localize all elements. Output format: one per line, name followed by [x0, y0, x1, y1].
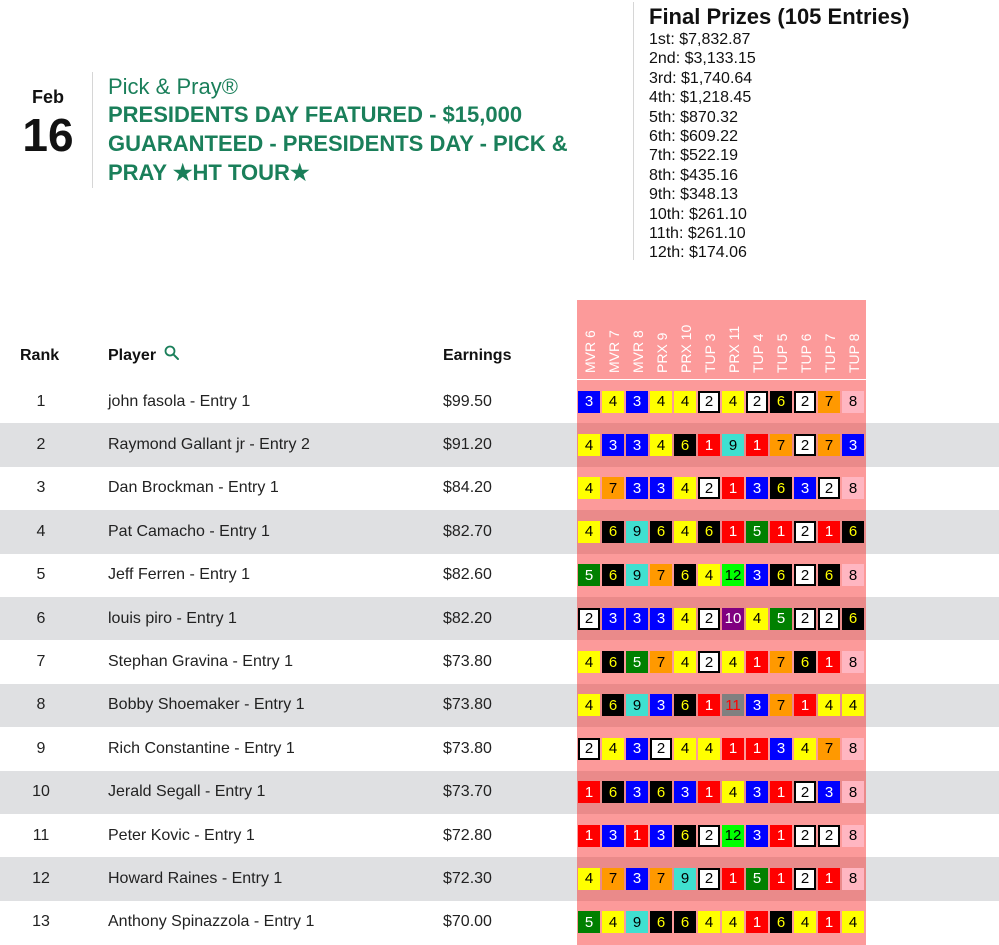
pick-saddle-cloth: 6	[602, 521, 624, 543]
pick-saddle-cloth: 3	[746, 477, 768, 499]
race-header	[650, 303, 674, 373]
player-cell[interactable]: Pat Camacho - Entry 1	[108, 522, 270, 540]
pick-saddle-cloth: 2	[698, 651, 720, 673]
race-header-label: TUP 3	[702, 333, 718, 373]
pick-saddle-cloth: 6	[602, 564, 624, 586]
pick-saddle-cloth: 8	[842, 477, 864, 499]
pick-saddle-cloth: 6	[770, 477, 792, 499]
race-header-label: TUP 6	[798, 333, 814, 373]
prize-item: 6th: $609.22	[649, 128, 738, 146]
table-row[interactable]	[0, 901, 999, 944]
pick-saddle-cloth: 1	[578, 825, 600, 847]
pick-saddle-cloth: 2	[746, 391, 768, 413]
pick-saddle-cloth: 6	[842, 608, 864, 630]
prize-item: 5th: $870.32	[649, 108, 738, 126]
pick-saddle-cloth: 4	[578, 477, 600, 499]
pick-saddle-cloth: 8	[842, 391, 864, 413]
pick-saddle-cloth: 1	[626, 825, 648, 847]
pick-saddle-cloth: 2	[650, 738, 672, 760]
earnings-cell: $73.80	[443, 739, 492, 757]
pick-saddle-cloth: 7	[770, 434, 792, 456]
rank-cell: 8	[36, 696, 46, 714]
pick-saddle-cloth: 7	[650, 564, 672, 586]
pick-saddle-cloth: 3	[626, 434, 648, 456]
pick-saddle-cloth: 4	[722, 781, 744, 803]
picks-group	[578, 380, 864, 423]
pick-saddle-cloth: 2	[698, 608, 720, 630]
prize-item: 12th: $174.06	[649, 244, 747, 262]
prize-item: 8th: $435.16	[649, 166, 738, 184]
pick-saddle-cloth: 5	[578, 911, 600, 933]
player-cell[interactable]: Rich Constantine - Entry 1	[108, 739, 295, 757]
table-row[interactable]	[0, 597, 999, 640]
pick-saddle-cloth: 1	[746, 651, 768, 673]
pick-saddle-cloth: 7	[770, 694, 792, 716]
pick-saddle-cloth: 2	[698, 868, 720, 890]
race-header	[770, 303, 794, 373]
pick-saddle-cloth: 3	[650, 608, 672, 630]
prize-list	[649, 30, 909, 263]
race-header	[626, 303, 650, 373]
race-header-label: TUP 7	[822, 333, 838, 373]
rank-cell: 5	[36, 566, 46, 584]
prize-item: 2nd: $3,133.15	[649, 50, 756, 68]
player-cell[interactable]: Raymond Gallant jr - Entry 2	[108, 436, 310, 454]
pick-saddle-cloth: 2	[698, 825, 720, 847]
pick-saddle-cloth: 2	[794, 608, 816, 630]
pick-saddle-cloth: 1	[698, 781, 720, 803]
pick-saddle-cloth: 6	[602, 694, 624, 716]
table-row[interactable]	[0, 684, 999, 727]
pick-saddle-cloth: 3	[578, 391, 600, 413]
race-headers	[577, 300, 866, 379]
pick-saddle-cloth: 6	[770, 564, 792, 586]
pick-saddle-cloth: 9	[674, 868, 696, 890]
picks-group	[578, 467, 864, 510]
pick-saddle-cloth: 1	[818, 651, 840, 673]
picks-group	[578, 901, 864, 944]
picks-group	[578, 423, 864, 466]
table-row[interactable]	[0, 510, 999, 553]
event-title-line: GUARANTEED - PRESIDENTS DAY - PICK &	[108, 131, 568, 156]
table-header	[0, 300, 999, 380]
rank-cell: 12	[32, 869, 50, 887]
earnings-cell: $82.70	[443, 522, 492, 540]
pick-saddle-cloth: 3	[602, 608, 624, 630]
pick-saddle-cloth: 4	[722, 391, 744, 413]
pick-saddle-cloth: 6	[794, 651, 816, 673]
pick-saddle-cloth: 7	[818, 738, 840, 760]
final-prizes-title: Final Prizes (105 Entries)	[649, 4, 910, 29]
pick-saddle-cloth: 4	[722, 911, 744, 933]
pick-saddle-cloth: 4	[818, 694, 840, 716]
picks-group	[578, 814, 864, 857]
pick-saddle-cloth: 2	[794, 391, 816, 413]
pick-saddle-cloth: 4	[794, 911, 816, 933]
pick-saddle-cloth: 3	[842, 434, 864, 456]
table-row[interactable]	[0, 467, 999, 510]
pick-saddle-cloth: 4	[722, 651, 744, 673]
race-header	[602, 303, 626, 373]
prize-item: 4th: $1,218.45	[649, 89, 752, 107]
rank-cell: 13	[32, 913, 50, 931]
pick-saddle-cloth: 1	[770, 825, 792, 847]
pick-saddle-cloth: 3	[674, 781, 696, 803]
pick-saddle-cloth: 3	[626, 477, 648, 499]
table-row[interactable]	[0, 640, 999, 683]
player-cell[interactable]: Peter Kovic - Entry 1	[108, 826, 255, 844]
pick-saddle-cloth: 4	[602, 391, 624, 413]
pick-saddle-cloth: 3	[626, 781, 648, 803]
pick-saddle-cloth: 12	[722, 825, 744, 847]
pick-saddle-cloth: 1	[818, 911, 840, 933]
earnings-cell: $82.60	[443, 566, 492, 584]
pick-saddle-cloth: 4	[578, 868, 600, 890]
pick-saddle-cloth: 1	[818, 868, 840, 890]
pick-saddle-cloth: 1	[722, 868, 744, 890]
event-title	[108, 100, 628, 187]
pick-saddle-cloth: 7	[770, 651, 792, 673]
event-title-line: PRAY ★HT TOUR★	[108, 160, 310, 185]
event-title-line: PRESIDENTS DAY FEATURED - $15,000	[108, 102, 523, 127]
pick-saddle-cloth: 2	[794, 868, 816, 890]
pick-saddle-cloth: 8	[842, 564, 864, 586]
pick-saddle-cloth: 6	[602, 781, 624, 803]
prize-item: 9th: $348.13	[649, 186, 738, 204]
picks-group	[578, 597, 864, 640]
pick-saddle-cloth: 6	[650, 521, 672, 543]
pick-saddle-cloth: 4	[578, 651, 600, 673]
player-cell[interactable]: louis piro - Entry 1	[108, 609, 237, 627]
pick-saddle-cloth: 9	[626, 911, 648, 933]
pick-saddle-cloth: 7	[650, 651, 672, 673]
pick-saddle-cloth: 3	[794, 477, 816, 499]
pick-saddle-cloth: 3	[818, 781, 840, 803]
pick-saddle-cloth: 10	[722, 608, 744, 630]
pick-saddle-cloth: 4	[578, 521, 600, 543]
pick-saddle-cloth: 3	[626, 391, 648, 413]
pick-saddle-cloth: 1	[578, 781, 600, 803]
pick-saddle-cloth: 2	[794, 434, 816, 456]
pick-saddle-cloth: 3	[602, 434, 624, 456]
pick-saddle-cloth: 4	[674, 477, 696, 499]
race-header	[794, 303, 818, 373]
pick-saddle-cloth: 4	[578, 694, 600, 716]
player-cell[interactable]: Anthony Spinazzola - Entry 1	[108, 913, 315, 931]
table-row[interactable]	[0, 771, 999, 814]
pick-saddle-cloth: 5	[626, 651, 648, 673]
pick-saddle-cloth: 2	[794, 564, 816, 586]
pick-saddle-cloth: 4	[674, 391, 696, 413]
pick-saddle-cloth: 6	[842, 521, 864, 543]
pick-saddle-cloth: 4	[794, 738, 816, 760]
pick-saddle-cloth: 6	[602, 651, 624, 673]
pick-saddle-cloth: 5	[770, 608, 792, 630]
pick-saddle-cloth: 4	[578, 434, 600, 456]
pick-saddle-cloth: 4	[698, 564, 720, 586]
final-prizes	[649, 4, 909, 263]
race-header-label: TUP 8	[846, 333, 862, 373]
pick-saddle-cloth: 7	[602, 868, 624, 890]
race-header-label: MVR 7	[606, 330, 622, 373]
pick-saddle-cloth: 8	[842, 738, 864, 760]
table-row[interactable]	[0, 423, 999, 466]
pick-saddle-cloth: 8	[842, 651, 864, 673]
race-header	[842, 303, 866, 373]
pick-saddle-cloth: 1	[770, 521, 792, 543]
rank-cell: 6	[36, 609, 46, 627]
picks-group	[578, 727, 864, 770]
event-day: 16	[22, 109, 74, 161]
race-header	[578, 303, 602, 373]
race-header	[818, 303, 842, 373]
earnings-cell: $82.20	[443, 609, 492, 627]
earnings-cell: $73.70	[443, 783, 492, 801]
pick-saddle-cloth: 9	[626, 564, 648, 586]
player-cell[interactable]: Bobby Shoemaker - Entry 1	[108, 696, 305, 714]
pick-saddle-cloth: 2	[578, 738, 600, 760]
pick-saddle-cloth: 2	[794, 781, 816, 803]
pick-saddle-cloth: 2	[794, 521, 816, 543]
pick-saddle-cloth: 6	[650, 911, 672, 933]
pick-saddle-cloth: 3	[746, 694, 768, 716]
race-header-label: MVR 6	[582, 330, 598, 373]
pick-saddle-cloth: 9	[626, 694, 648, 716]
pick-saddle-cloth: 7	[818, 434, 840, 456]
pick-saddle-cloth: 2	[818, 477, 840, 499]
pick-saddle-cloth: 6	[674, 911, 696, 933]
pick-saddle-cloth: 3	[626, 608, 648, 630]
pick-saddle-cloth: 4	[674, 738, 696, 760]
pick-saddle-cloth: 1	[818, 521, 840, 543]
pick-saddle-cloth: 4	[746, 608, 768, 630]
date-divider	[92, 72, 93, 188]
pick-saddle-cloth: 1	[746, 911, 768, 933]
rank-cell: 4	[36, 522, 46, 540]
pick-saddle-cloth: 6	[674, 825, 696, 847]
pick-saddle-cloth: 3	[746, 825, 768, 847]
pick-saddle-cloth: 9	[722, 434, 744, 456]
pick-saddle-cloth: 3	[602, 825, 624, 847]
race-header-label: TUP 4	[750, 333, 766, 373]
player-cell[interactable]: Stephan Gravina - Entry 1	[108, 653, 293, 671]
race-header-label: PRX 10	[678, 324, 694, 373]
pick-saddle-cloth: 6	[770, 391, 792, 413]
pick-saddle-cloth: 3	[626, 868, 648, 890]
rank-cell: 7	[36, 653, 46, 671]
pick-saddle-cloth: 8	[842, 868, 864, 890]
pick-saddle-cloth: 6	[650, 781, 672, 803]
pick-saddle-cloth: 1	[722, 738, 744, 760]
pick-saddle-cloth: 2	[698, 391, 720, 413]
table-body	[0, 380, 999, 944]
pick-saddle-cloth: 11	[722, 694, 744, 716]
pick-saddle-cloth: 9	[626, 521, 648, 543]
pick-saddle-cloth: 12	[722, 564, 744, 586]
pick-saddle-cloth: 3	[770, 738, 792, 760]
picks-group	[578, 510, 864, 553]
pick-saddle-cloth: 4	[602, 738, 624, 760]
earnings-cell: $73.80	[443, 696, 492, 714]
event-month: Feb	[31, 87, 64, 107]
pick-saddle-cloth: 6	[818, 564, 840, 586]
pick-saddle-cloth: 7	[818, 391, 840, 413]
earnings-cell: $70.00	[443, 913, 492, 931]
picks-group	[578, 554, 864, 597]
table-row[interactable]	[0, 857, 999, 900]
leaderboard-table	[0, 300, 999, 944]
race-header	[698, 303, 722, 373]
player-cell[interactable]: Howard Raines - Entry 1	[108, 869, 283, 887]
player-header-label: Player	[108, 347, 157, 364]
earnings-cell: $99.50	[443, 392, 492, 410]
pick-saddle-cloth: 8	[842, 825, 864, 847]
player-cell[interactable]: Jerald Segall - Entry 1	[108, 783, 266, 801]
pick-saddle-cloth: 1	[794, 694, 816, 716]
prize-divider	[633, 2, 634, 260]
rank-cell: 1	[36, 392, 46, 410]
event-title-block	[108, 74, 628, 187]
pick-saddle-cloth: 2	[818, 608, 840, 630]
prize-item: 1st: $7,832.87	[649, 31, 751, 48]
rank-cell: 9	[36, 739, 46, 757]
table-row[interactable]	[0, 814, 999, 857]
picks-group	[578, 857, 864, 900]
pick-saddle-cloth: 4	[650, 434, 672, 456]
rank-cell: 2	[36, 436, 46, 454]
pick-saddle-cloth: 7	[602, 477, 624, 499]
pick-saddle-cloth: 5	[746, 521, 768, 543]
pick-saddle-cloth: 1	[722, 477, 744, 499]
race-header-label: PRX 11	[726, 325, 742, 373]
pick-saddle-cloth: 1	[698, 694, 720, 716]
pick-saddle-cloth: 4	[842, 911, 864, 933]
pick-saddle-cloth: 3	[650, 694, 672, 716]
pick-saddle-cloth: 6	[674, 694, 696, 716]
earnings-cell: $73.80	[443, 653, 492, 671]
pick-saddle-cloth: 2	[698, 477, 720, 499]
player-cell[interactable]: Jeff Ferren - Entry 1	[108, 566, 250, 584]
earnings-cell: $72.30	[443, 869, 492, 887]
pick-saddle-cloth: 3	[626, 738, 648, 760]
rank-cell: 11	[32, 826, 50, 844]
pick-saddle-cloth: 4	[674, 651, 696, 673]
pick-saddle-cloth: 6	[674, 434, 696, 456]
pick-saddle-cloth: 3	[746, 781, 768, 803]
pick-saddle-cloth: 6	[698, 521, 720, 543]
pick-saddle-cloth: 4	[698, 738, 720, 760]
race-header	[746, 303, 770, 373]
earnings-cell: $84.20	[443, 479, 492, 497]
table-row[interactable]	[0, 727, 999, 770]
prize-item: 11th: $261.10	[649, 225, 746, 243]
picks-group	[578, 684, 864, 727]
pick-saddle-cloth: 1	[746, 434, 768, 456]
pick-saddle-cloth: 4	[602, 911, 624, 933]
prize-item: 3rd: $1,740.64	[649, 69, 753, 87]
pick-saddle-cloth: 1	[746, 738, 768, 760]
pick-saddle-cloth: 4	[842, 694, 864, 716]
pick-saddle-cloth: 3	[650, 477, 672, 499]
event-date	[0, 86, 96, 161]
table-row[interactable]	[0, 554, 999, 597]
pick-saddle-cloth: 7	[650, 868, 672, 890]
pick-saddle-cloth: 1	[770, 868, 792, 890]
race-header-label: MVR 8	[630, 330, 646, 373]
race-header	[722, 303, 746, 373]
rank-cell: 10	[32, 783, 50, 801]
picks-group	[578, 640, 864, 683]
pick-saddle-cloth: 2	[818, 825, 840, 847]
pick-saddle-cloth: 2	[578, 608, 600, 630]
pick-saddle-cloth: 4	[674, 521, 696, 543]
rank-header: Rank	[20, 347, 60, 364]
pick-saddle-cloth: 1	[722, 521, 744, 543]
race-header-label: PRX 9	[654, 332, 670, 373]
search-icon[interactable]	[164, 345, 180, 361]
pick-saddle-cloth: 2	[794, 825, 816, 847]
pick-saddle-cloth: 5	[578, 564, 600, 586]
race-header	[674, 303, 698, 373]
pick-saddle-cloth: 6	[674, 564, 696, 586]
prize-item: 10th: $261.10	[649, 205, 747, 223]
pick-saddle-cloth: 6	[770, 911, 792, 933]
rank-cell: 3	[36, 479, 46, 497]
pick-saddle-cloth: 1	[770, 781, 792, 803]
race-header-label: TUP 5	[774, 333, 790, 373]
player-cell[interactable]: Dan Brockman - Entry 1	[108, 479, 279, 497]
pick-saddle-cloth: 4	[698, 911, 720, 933]
player-cell[interactable]: john fasola - Entry 1	[108, 392, 251, 410]
pick-saddle-cloth: 1	[698, 434, 720, 456]
pick-saddle-cloth: 4	[674, 608, 696, 630]
event-brand: Pick & Pray®	[108, 74, 238, 99]
pick-saddle-cloth: 3	[746, 564, 768, 586]
picks-group	[578, 771, 864, 814]
table-row[interactable]	[0, 380, 999, 423]
earnings-cell: $91.20	[443, 436, 492, 454]
pick-saddle-cloth: 5	[746, 868, 768, 890]
earnings-header: Earnings	[443, 347, 512, 364]
player-header	[108, 346, 180, 366]
prize-item: 7th: $522.19	[649, 147, 738, 165]
pick-saddle-cloth: 8	[842, 781, 864, 803]
pick-saddle-cloth: 3	[650, 825, 672, 847]
earnings-cell: $72.80	[443, 826, 492, 844]
pick-saddle-cloth: 4	[650, 391, 672, 413]
